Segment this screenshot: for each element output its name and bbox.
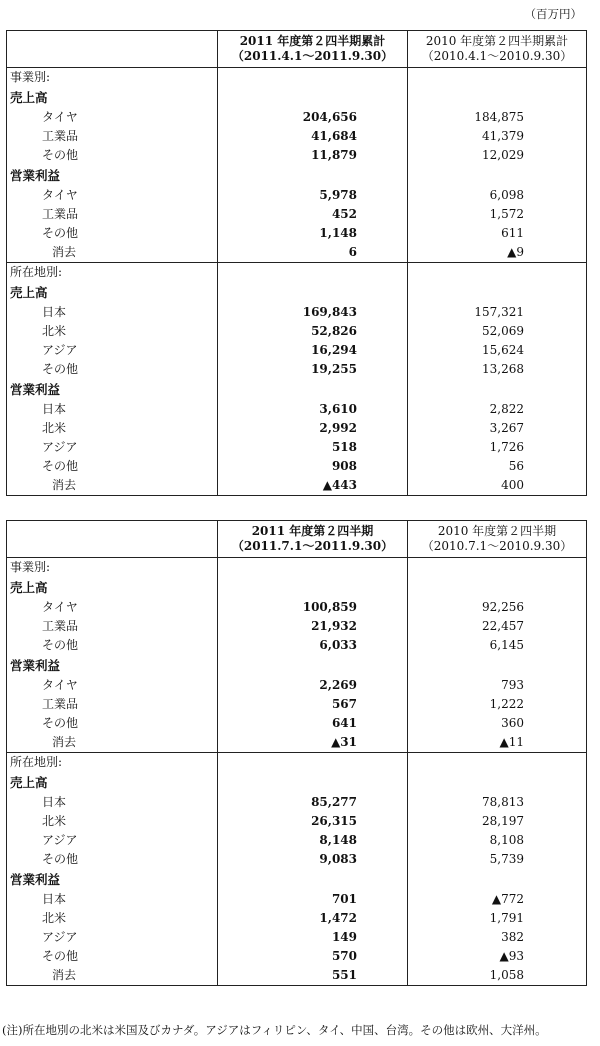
row-label: タイヤ <box>7 186 218 205</box>
table-row <box>7 360 587 379</box>
empty-cell <box>408 68 587 88</box>
row-label: 工業品 <box>7 205 218 224</box>
row-label: アジア <box>7 928 218 947</box>
header-row <box>7 521 587 558</box>
row-label: その他 <box>7 636 218 655</box>
section-row <box>7 577 587 598</box>
section-label: 売上高 <box>7 282 218 303</box>
empty-cell <box>218 772 408 793</box>
previous-value: 360 <box>408 714 587 733</box>
current-value: 8,148 <box>218 831 408 850</box>
current-value: 641 <box>218 714 408 733</box>
row-label: タイヤ <box>7 676 218 695</box>
row-label: 消去 <box>7 966 218 986</box>
empty-cell <box>408 87 587 108</box>
row-label: 消去 <box>7 243 218 263</box>
header-previous-title: 2010 年度第２四半期 <box>437 524 557 538</box>
row-label: その他 <box>7 947 218 966</box>
row-label: その他 <box>7 457 218 476</box>
previous-value: 56 <box>408 457 587 476</box>
current-value: 21,932 <box>218 617 408 636</box>
section-row <box>7 869 587 890</box>
table-row <box>7 890 587 909</box>
header-previous-title: 2010 年度第２四半期累計 <box>425 34 569 48</box>
empty-cell <box>408 282 587 303</box>
group-row <box>7 263 587 283</box>
current-value: 567 <box>218 695 408 714</box>
table-row <box>7 476 587 496</box>
row-label: 消去 <box>7 733 218 753</box>
previous-value: ▲9 <box>408 243 587 263</box>
row-label: その他 <box>7 146 218 165</box>
row-label: アジア <box>7 831 218 850</box>
current-value: 5,978 <box>218 186 408 205</box>
previous-value: 6,145 <box>408 636 587 655</box>
current-value: 204,656 <box>218 108 408 127</box>
empty-cell <box>408 165 587 186</box>
table-row <box>7 928 587 947</box>
current-value: 11,879 <box>218 146 408 165</box>
previous-value: 382 <box>408 928 587 947</box>
row-label: 工業品 <box>7 127 218 146</box>
empty-cell <box>408 558 587 578</box>
section-row <box>7 772 587 793</box>
header-previous-range: （2010.4.1～2010.9.30） <box>421 49 573 63</box>
previous-value: 793 <box>408 676 587 695</box>
current-value: 570 <box>218 947 408 966</box>
section-label: 売上高 <box>7 87 218 108</box>
segment-table-1 <box>6 30 587 496</box>
previous-value: 1,726 <box>408 438 587 457</box>
table-row <box>7 303 587 322</box>
previous-value: 5,739 <box>408 850 587 869</box>
previous-value: 1,572 <box>408 205 587 224</box>
empty-cell <box>408 263 587 283</box>
previous-value: 41,379 <box>408 127 587 146</box>
table-row <box>7 341 587 360</box>
section-label: 営業利益 <box>7 869 218 890</box>
section-label: 営業利益 <box>7 165 218 186</box>
empty-cell <box>218 68 408 88</box>
previous-value: 12,029 <box>408 146 587 165</box>
previous-value: 22,457 <box>408 617 587 636</box>
current-value: 41,684 <box>218 127 408 146</box>
row-label: 工業品 <box>7 617 218 636</box>
empty-cell <box>218 558 408 578</box>
table-row <box>7 419 587 438</box>
empty-cell <box>218 282 408 303</box>
table-row <box>7 714 587 733</box>
table-row <box>7 127 587 146</box>
previous-value: 78,813 <box>408 793 587 812</box>
row-label: その他 <box>7 850 218 869</box>
previous-value: 400 <box>408 476 587 496</box>
current-value: 452 <box>218 205 408 224</box>
previous-value: 1,791 <box>408 909 587 928</box>
row-label: アジア <box>7 438 218 457</box>
table-row <box>7 636 587 655</box>
table-row <box>7 205 587 224</box>
section-label: 売上高 <box>7 772 218 793</box>
group-label: 所在地別: <box>7 753 218 773</box>
empty-cell <box>408 869 587 890</box>
current-value: 908 <box>218 457 408 476</box>
empty-cell <box>218 869 408 890</box>
row-label: その他 <box>7 224 218 243</box>
table-row <box>7 695 587 714</box>
row-label: 消去 <box>7 476 218 496</box>
previous-value: 52,069 <box>408 322 587 341</box>
table-row <box>7 243 587 263</box>
row-label: 北米 <box>7 322 218 341</box>
table-row <box>7 322 587 341</box>
current-value: 551 <box>218 966 408 986</box>
current-value: 2,992 <box>218 419 408 438</box>
current-value: 19,255 <box>218 360 408 379</box>
row-label: その他 <box>7 714 218 733</box>
row-label: タイヤ <box>7 598 218 617</box>
table-row <box>7 793 587 812</box>
row-label: アジア <box>7 341 218 360</box>
table-row <box>7 186 587 205</box>
empty-cell <box>218 753 408 773</box>
table-row <box>7 617 587 636</box>
current-value: 52,826 <box>218 322 408 341</box>
row-label: 工業品 <box>7 695 218 714</box>
table-row <box>7 438 587 457</box>
row-label: 日本 <box>7 890 218 909</box>
group-row <box>7 753 587 773</box>
header-current-period <box>218 31 408 68</box>
previous-value: 157,321 <box>408 303 587 322</box>
group-row <box>7 68 587 88</box>
section-label: 営業利益 <box>7 379 218 400</box>
table-row <box>7 909 587 928</box>
previous-value: 184,875 <box>408 108 587 127</box>
previous-value: 92,256 <box>408 598 587 617</box>
previous-value: 28,197 <box>408 812 587 831</box>
table-row <box>7 966 587 986</box>
table-row <box>7 457 587 476</box>
table-row <box>7 812 587 831</box>
row-label: 日本 <box>7 303 218 322</box>
empty-cell <box>218 263 408 283</box>
current-value: 16,294 <box>218 341 408 360</box>
row-label: 北米 <box>7 909 218 928</box>
table-row <box>7 947 587 966</box>
current-value: 2,269 <box>218 676 408 695</box>
table-row <box>7 598 587 617</box>
previous-value: ▲772 <box>408 890 587 909</box>
current-value: ▲443 <box>218 476 408 496</box>
previous-value: ▲11 <box>408 733 587 753</box>
segment-table-2 <box>6 520 587 986</box>
table-row <box>7 850 587 869</box>
empty-cell <box>218 87 408 108</box>
header-current-range: （2011.7.1～2011.9.30） <box>231 539 394 553</box>
row-label: その他 <box>7 360 218 379</box>
section-row <box>7 165 587 186</box>
previous-value: 3,267 <box>408 419 587 438</box>
row-label: 北米 <box>7 812 218 831</box>
current-value: 85,277 <box>218 793 408 812</box>
empty-cell <box>218 577 408 598</box>
group-label: 事業別: <box>7 68 218 88</box>
previous-value: 611 <box>408 224 587 243</box>
previous-value: ▲93 <box>408 947 587 966</box>
previous-value: 1,222 <box>408 695 587 714</box>
section-row <box>7 379 587 400</box>
table-row <box>7 224 587 243</box>
header-current-title: 2011 年度第２四半期 <box>251 524 374 538</box>
section-row <box>7 655 587 676</box>
previous-value: 1,058 <box>408 966 587 986</box>
group-label: 所在地別: <box>7 263 218 283</box>
previous-value: 15,624 <box>408 341 587 360</box>
row-label: 日本 <box>7 400 218 419</box>
current-value: 26,315 <box>218 812 408 831</box>
current-value: 6,033 <box>218 636 408 655</box>
previous-value: 8,108 <box>408 831 587 850</box>
current-value: 1,472 <box>218 909 408 928</box>
table-row <box>7 400 587 419</box>
current-value: 3,610 <box>218 400 408 419</box>
section-label: 営業利益 <box>7 655 218 676</box>
header-blank <box>7 31 218 68</box>
unit-label: （百万円） <box>524 7 582 21</box>
header-current-period <box>218 521 408 558</box>
current-value: 9,083 <box>218 850 408 869</box>
previous-value: 6,098 <box>408 186 587 205</box>
empty-cell <box>218 379 408 400</box>
empty-cell <box>408 577 587 598</box>
header-previous-range: （2010.7.1～2010.9.30） <box>421 539 573 553</box>
table-row <box>7 676 587 695</box>
header-previous-period <box>408 521 587 558</box>
footnote: (注)所在地別の北米は米国及びカナダ。アジアはフィリピン、タイ、中国、台湾。その他は欧州、大洋州。 <box>2 1023 547 1037</box>
section-row <box>7 87 587 108</box>
empty-cell <box>218 655 408 676</box>
previous-value: 2,822 <box>408 400 587 419</box>
row-label: 北米 <box>7 419 218 438</box>
current-value: 100,859 <box>218 598 408 617</box>
table-row <box>7 108 587 127</box>
header-current-title: 2011 年度第２四半期累計 <box>239 34 386 48</box>
table-row <box>7 146 587 165</box>
header-blank <box>7 521 218 558</box>
previous-value: 13,268 <box>408 360 587 379</box>
empty-cell <box>408 772 587 793</box>
current-value: 6 <box>218 243 408 263</box>
table-row <box>7 733 587 753</box>
current-value: 1,148 <box>218 224 408 243</box>
group-label: 事業別: <box>7 558 218 578</box>
section-row <box>7 282 587 303</box>
row-label: 日本 <box>7 793 218 812</box>
empty-cell <box>218 165 408 186</box>
current-value: 518 <box>218 438 408 457</box>
header-row <box>7 31 587 68</box>
empty-cell <box>408 655 587 676</box>
group-row <box>7 558 587 578</box>
current-value: 169,843 <box>218 303 408 322</box>
empty-cell <box>408 753 587 773</box>
current-value: 701 <box>218 890 408 909</box>
current-value: 149 <box>218 928 408 947</box>
header-current-range: （2011.4.1～2011.9.30） <box>231 49 394 63</box>
table-row <box>7 831 587 850</box>
section-label: 売上高 <box>7 577 218 598</box>
empty-cell <box>408 379 587 400</box>
current-value: ▲31 <box>218 733 408 753</box>
row-label: タイヤ <box>7 108 218 127</box>
header-previous-period <box>408 31 587 68</box>
